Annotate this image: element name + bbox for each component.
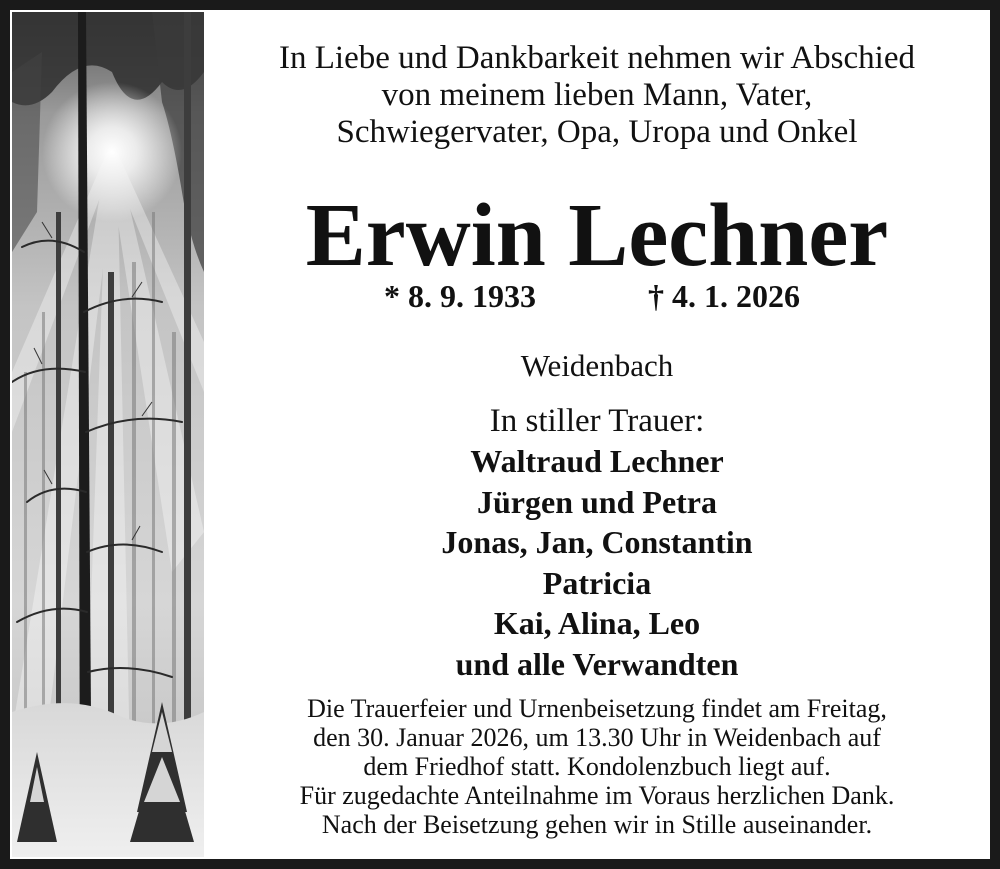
footer-line: den 30. Januar 2026, um 13.30 Uhr in Weidenbach auf <box>313 723 881 752</box>
forest-photo <box>12 12 204 857</box>
mourner-name: Jürgen und Petra <box>477 483 717 520</box>
footer-line: dem Friedhof statt. Kondolenzbuch liegt auf. <box>363 752 831 781</box>
notice-text <box>204 10 990 859</box>
mourner-name: Jonas, Jan, Constantin <box>441 524 753 560</box>
mourners-list <box>204 441 990 684</box>
intro-line: In Liebe und Dankbarkeit nehmen wir Abschied <box>279 40 915 76</box>
mourner-name: Patricia <box>542 564 652 601</box>
mourner-name: Waltraud Lechner <box>470 443 724 479</box>
residence-place: Weidenbach <box>520 348 674 383</box>
deceased-name: Erwin Lechner <box>305 186 889 285</box>
footer-line: Für zugedachte Anteilnahme im Voraus herzlichen Dank. <box>299 781 895 810</box>
footer-line: Die Trauerfeier und Urnenbeisetzung findet am Freitag, <box>307 694 887 723</box>
intro-line: Schwiegervater, Opa, Uropa und Onkel <box>336 114 858 150</box>
birth-date: * 8. 9. 1933 <box>384 278 536 314</box>
intro-text <box>204 40 990 151</box>
forest-image <box>12 12 204 857</box>
mourner-name: und alle Verwandten <box>455 645 739 682</box>
intro-line: von meinem lieben Mann, Vater, <box>381 77 813 113</box>
footer-line: Nach der Beisetzung gehen wir in Stille auseinander. <box>321 810 873 839</box>
mourning-label: In stiller Trauer: <box>489 403 705 439</box>
mourner-name: Kai, Alina, Leo <box>493 605 701 641</box>
death-date: † 4. 1. 2026 <box>648 278 800 314</box>
funeral-details <box>204 694 990 839</box>
